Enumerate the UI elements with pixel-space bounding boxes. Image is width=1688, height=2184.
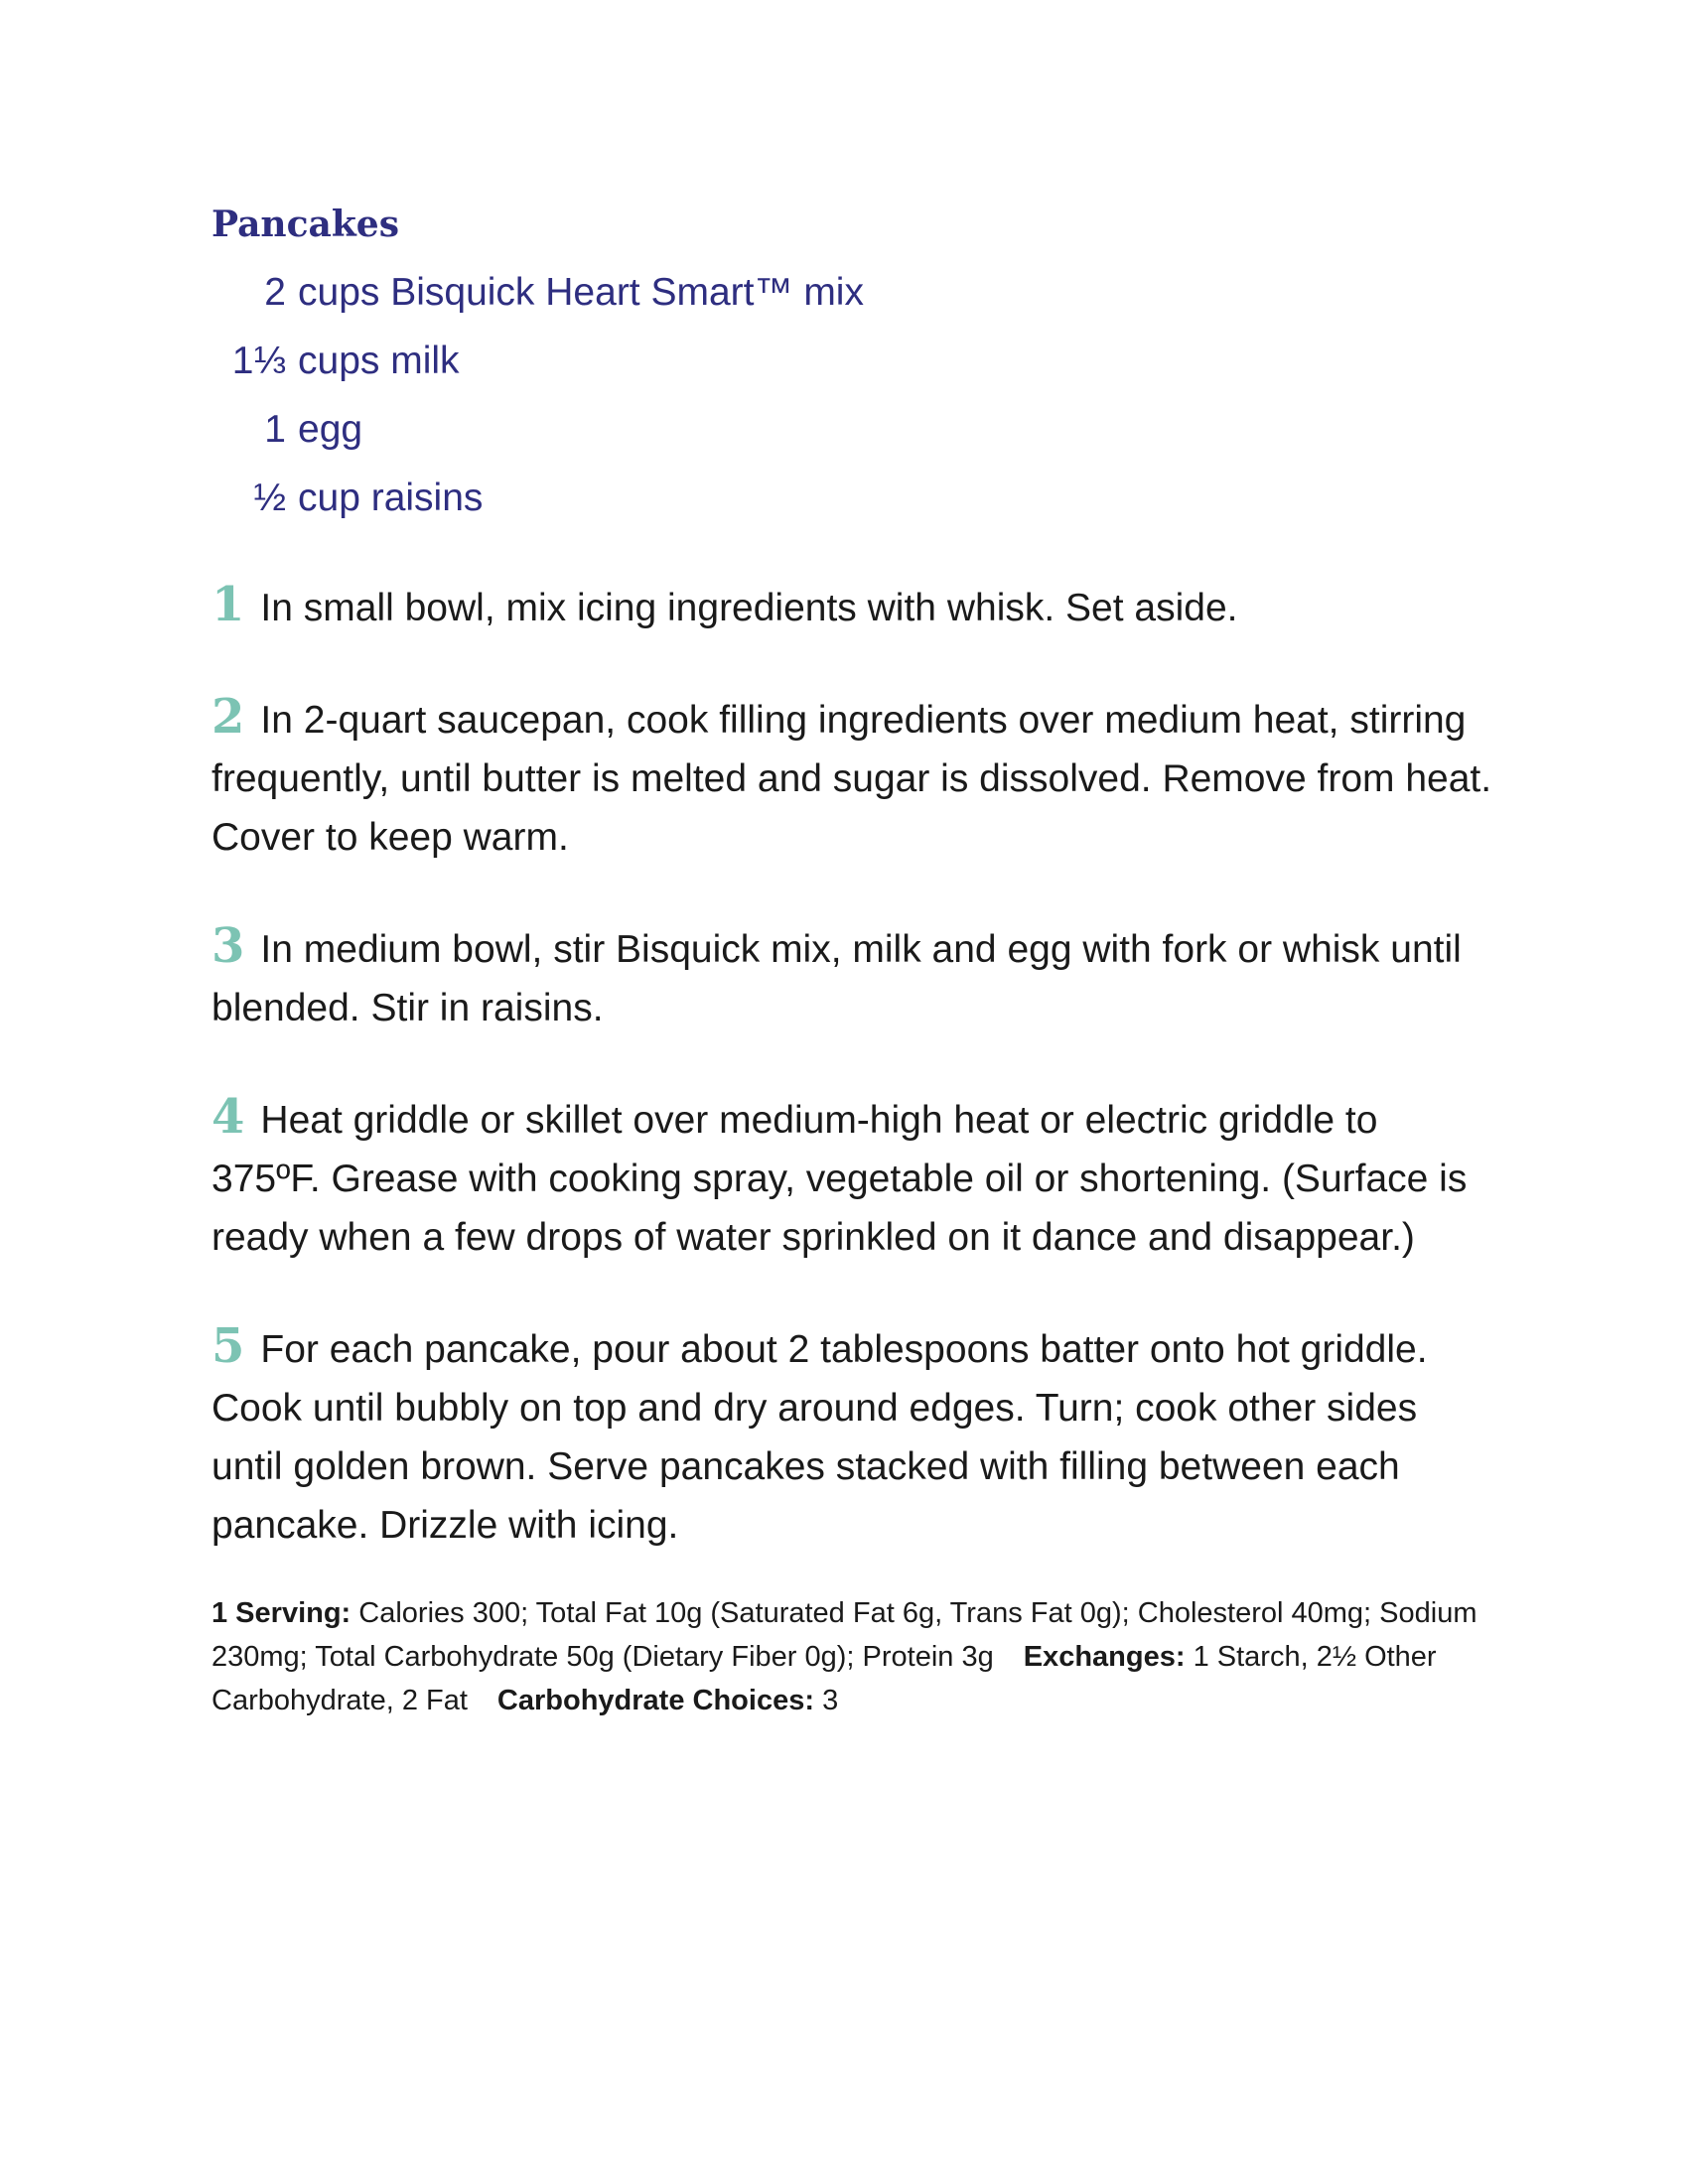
- ingredient-quantity: 1: [264, 408, 286, 451]
- carb-choices-value: 3: [822, 1685, 839, 1716]
- step-item: [211, 576, 1492, 637]
- step-text: In 2-quart saucepan, cook filling ingredients over medium heat, stirring frequently, until butter is melted and sugar is dissolved. Remove from heat. Cover to keep warm.: [211, 699, 1492, 859]
- recipe-page: [211, 199, 1492, 1722]
- ingredient-text: cups milk: [298, 340, 460, 382]
- step-text: In medium bowl, stir Bisquick mix, milk and egg with fork or whisk until blended. Stir in raisins.: [211, 928, 1462, 1029]
- step-text: Heat griddle or skillet over medium-high heat or electric griddle to 375ºF. Grease with cooking spray, vegetable oil or shortening. (Surface is ready when a few drops of water sprinkled on it dance and disappear.): [211, 1099, 1468, 1259]
- ingredient-text: cups Bisquick Heart Smart™ mix: [298, 271, 864, 314]
- step-item: [211, 688, 1492, 867]
- exchanges-text: 1 Starch, 2½ Other Carbohydrate, 2 Fat: [211, 1641, 1437, 1716]
- step-item: [211, 917, 1492, 1037]
- ingredient-quantity: 2: [264, 271, 286, 314]
- step-number: 5: [211, 1318, 245, 1374]
- ingredient-item: [211, 395, 1492, 464]
- serving-label: 1 Serving:: [211, 1597, 352, 1629]
- exchanges-label: Exchanges:: [1023, 1641, 1186, 1673]
- step-text: In small bowl, mix icing ingredients with whisk. Set aside.: [260, 587, 1238, 629]
- serving-text: Calories 300; Total Fat 10g (Saturated Fat 6g, Trans Fat 0g); Cholesterol 40mg; Sodium 230mg; Total Carbohydrate 50g (Dietary Fiber 0g); Protein 3g: [211, 1597, 1477, 1673]
- recipe-section-title: Pancakes: [211, 204, 399, 245]
- ingredient-quantity: ½: [253, 477, 286, 519]
- ingredient-item: [211, 327, 1492, 395]
- ingredient-text: egg: [298, 408, 363, 451]
- step-list: [211, 576, 1492, 1555]
- step-number: 2: [211, 689, 245, 745]
- ingredient-item: [211, 258, 1492, 327]
- step-item: [211, 1317, 1492, 1555]
- step-item: [211, 1088, 1492, 1267]
- ingredient-item: [211, 464, 1492, 532]
- step-text: For each pancake, pour about 2 tablespoons batter onto hot griddle. Cook until bubbly on top and dry around edges. Turn; cook other sides until golden brown. Serve pancakes stacked with filling between each pancake. Drizzle with icing.: [211, 1328, 1428, 1547]
- carb-choices-label: Carbohydrate Choices:: [496, 1685, 814, 1716]
- ingredient-list: [211, 258, 1492, 532]
- step-number: 1: [211, 577, 245, 632]
- ingredient-quantity: 1⅓: [231, 340, 286, 382]
- nutrition-info: [211, 1591, 1492, 1722]
- step-number: 3: [211, 918, 245, 974]
- ingredient-text: cup raisins: [298, 477, 484, 519]
- step-number: 4: [211, 1089, 245, 1145]
